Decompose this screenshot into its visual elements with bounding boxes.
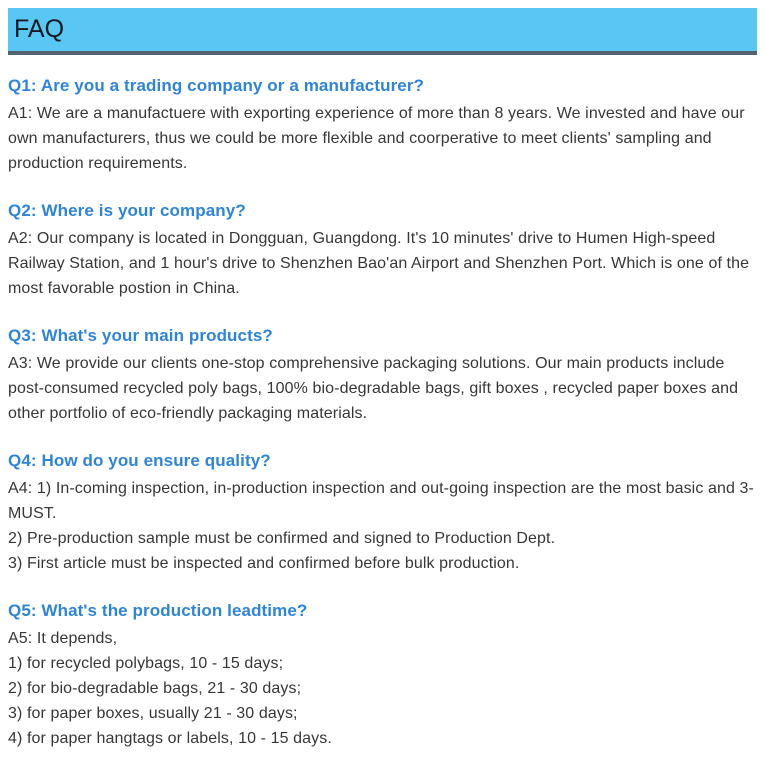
question-heading: Q3: What's your main products? [8, 326, 273, 345]
answer-paragraph: 2) Pre-production sample must be confirmed and signed to Production Dept. [8, 530, 556, 547]
answer-paragraph: 3) First article must be inspected and confirmed before bulk production. [8, 555, 520, 572]
faq-header [8, 8, 757, 55]
answer-paragraph: 3) for paper boxes, usually 21 - 30 days; [8, 705, 298, 722]
faq-section-q3 [8, 325, 757, 426]
answer-paragraph: A3: We provide our clients one-stop comprehensive packaging solutions. Our main products include post-consumed recycled poly bags, 100% bio-degradable bags, gift boxes , recycled paper boxes and other portfolio of eco-friendly packaging materials. [8, 355, 739, 422]
faq-section-q1 [8, 75, 757, 176]
answer-paragraph: A5: It depends, [8, 630, 118, 647]
question-heading: Q5: What's the production leadtime? [8, 601, 308, 620]
faq-list [8, 75, 757, 751]
page-title: FAQ [14, 15, 65, 43]
answer-paragraph: 2) for bio-degradable bags, 21 - 30 days; [8, 680, 302, 697]
faq-section-q5 [8, 600, 757, 751]
answer-paragraph: 1) for recycled polybags, 10 - 15 days; [8, 655, 284, 672]
faq-section-q4 [8, 450, 757, 576]
answer-paragraph: A2: Our company is located in Dongguan, Guangdong. It's 10 minutes' drive to Humen High-speed Railway Station, and 1 hour's drive to Shenzhen Bao'an Airport and Shenzhen Port. Which is one of the most favorable postion in China. [8, 230, 750, 297]
answer-paragraph: 4) for paper hangtags or labels, 10 - 15 days. [8, 730, 332, 747]
question-heading: Q1: Are you a trading company or a manufacturer? [8, 76, 425, 95]
question-heading: Q4: How do you ensure quality? [8, 451, 271, 470]
answer-paragraph: A1: We are a manufactuere with exporting experience of more than 8 years. We invested and have our own manufacturers, thus we could be more flexible and coorperative to meet clients' sampling and production requirements. [8, 105, 745, 172]
question-heading: Q2: Where is your company? [8, 201, 246, 220]
faq-section-q2 [8, 200, 757, 301]
answer-paragraph: A4: 1) In-coming inspection, in-production inspection and out-going inspection are the most basic and 3-MUST. [8, 480, 754, 522]
